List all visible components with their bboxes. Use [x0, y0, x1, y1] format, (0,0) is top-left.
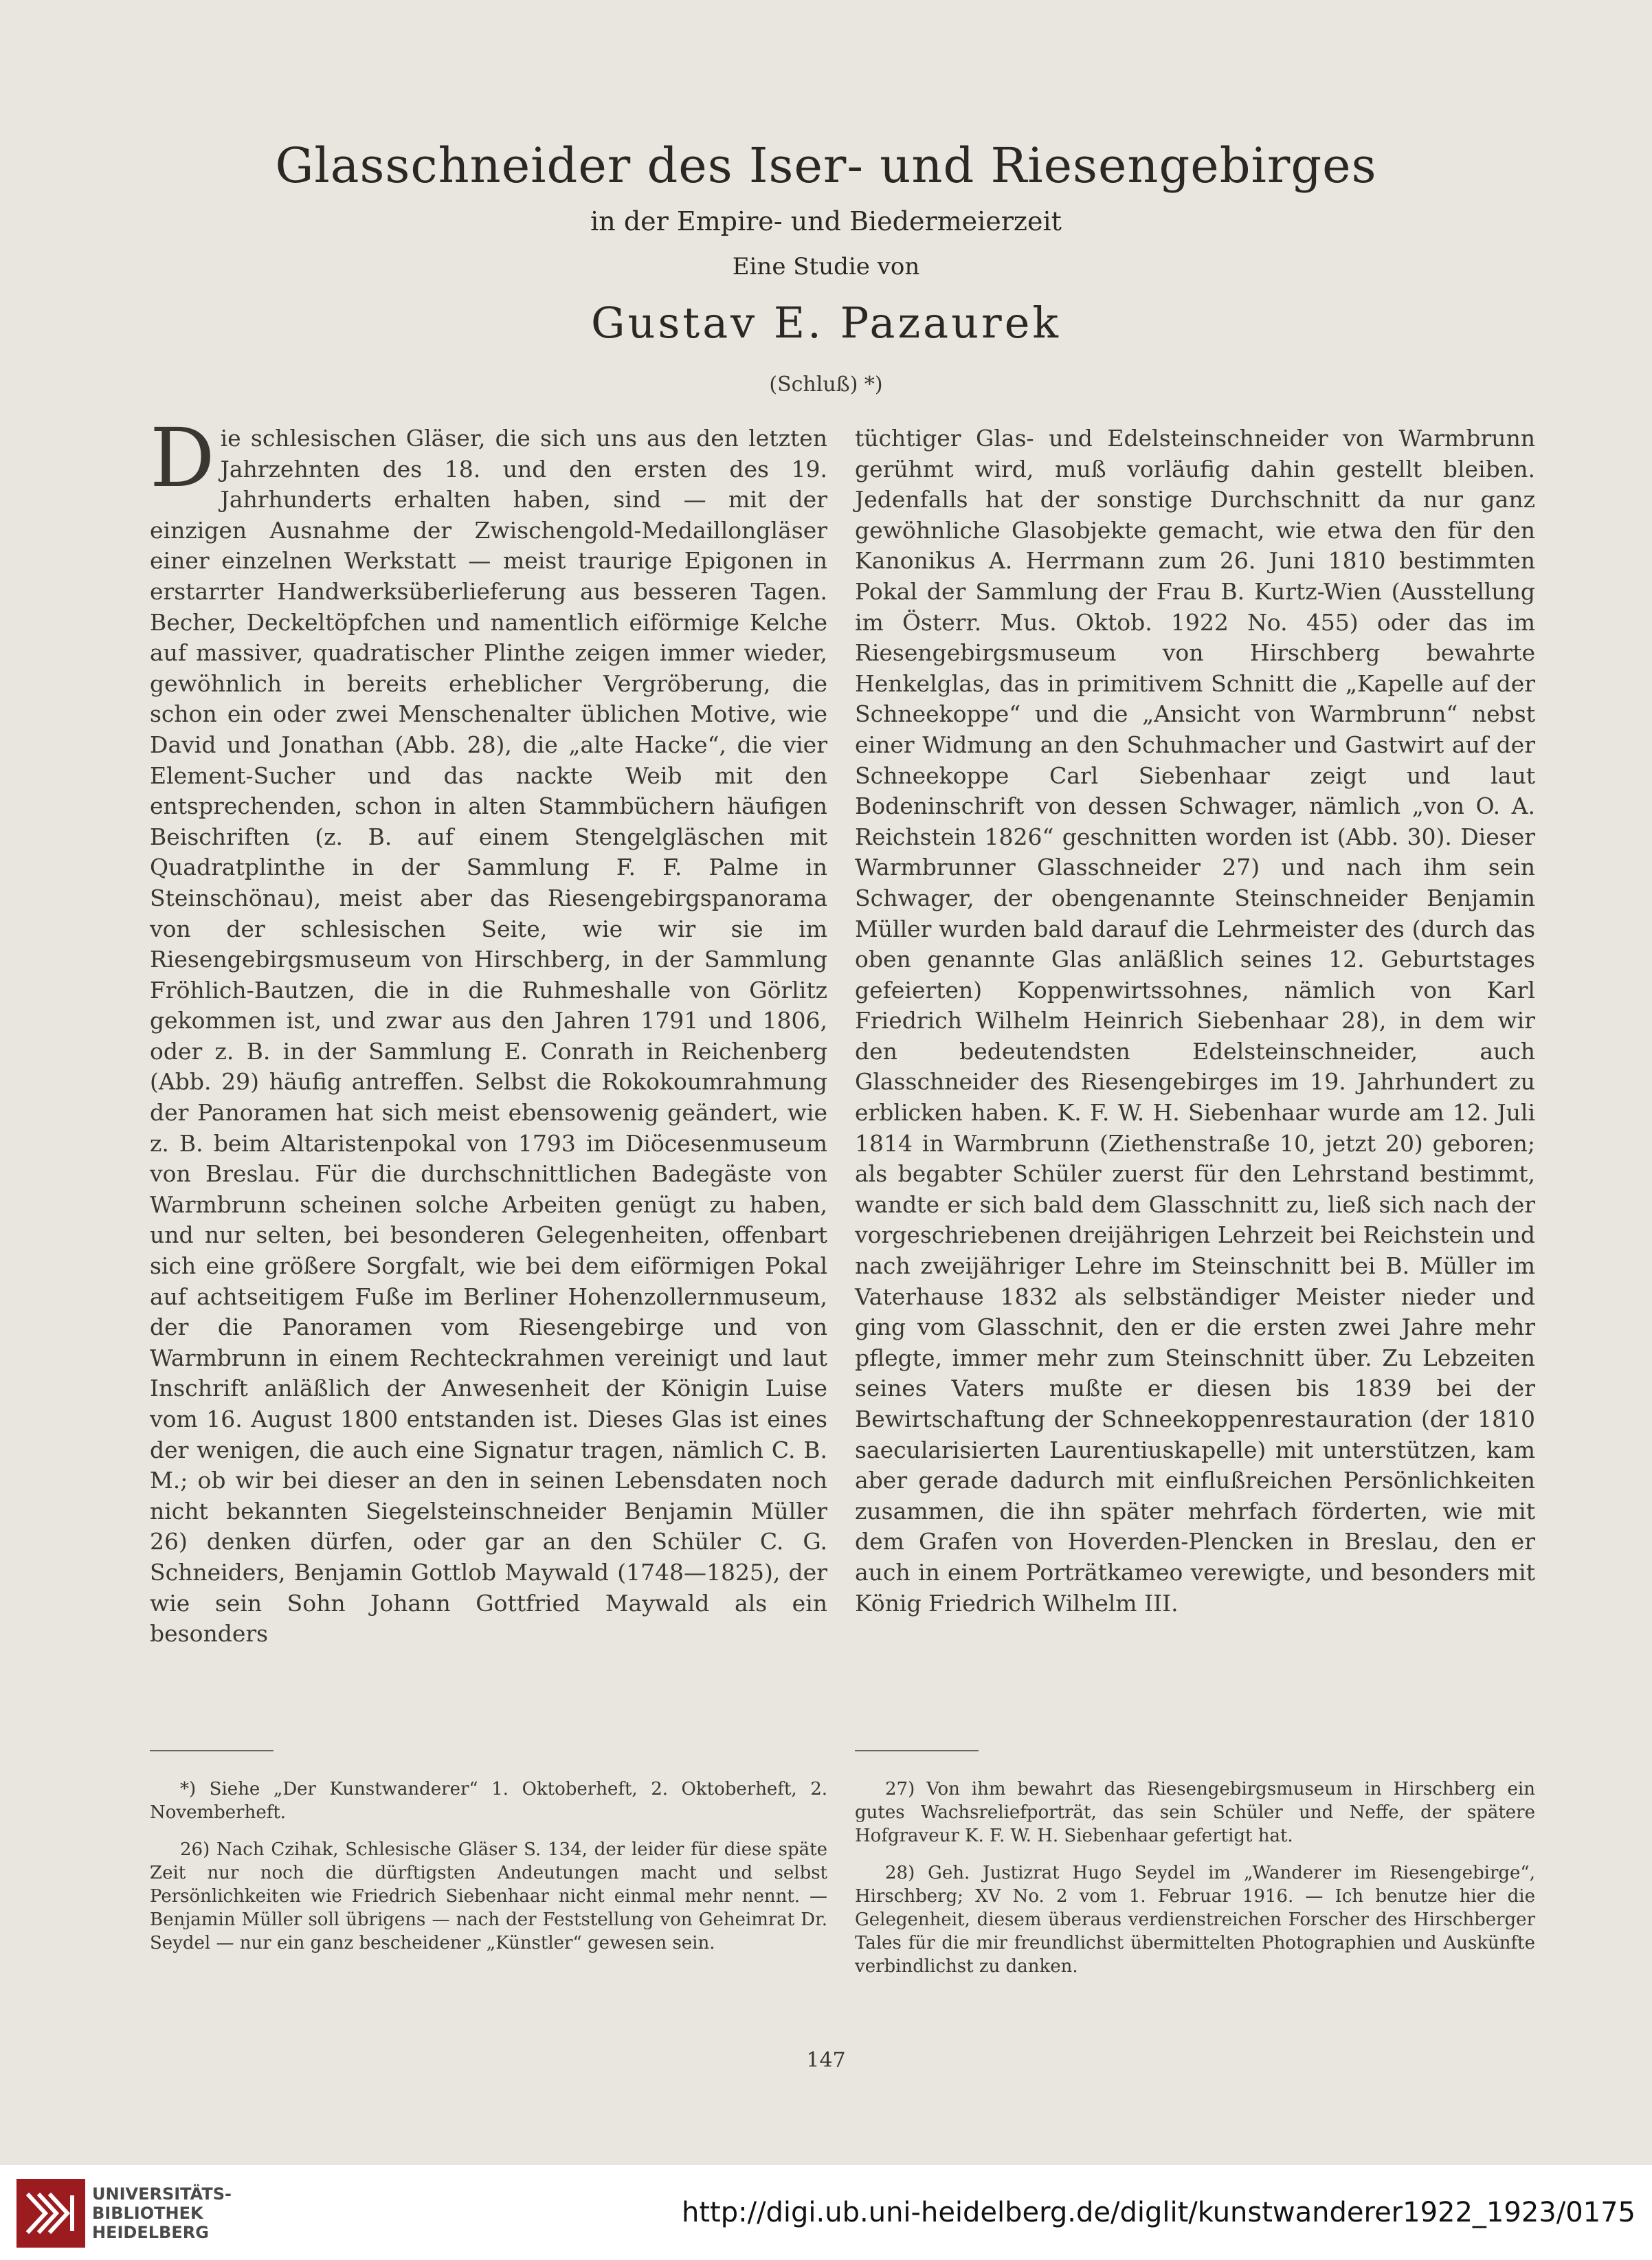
article-title: Glasschneider des Iser- und Riesengebirges [275, 137, 1377, 194]
body-column-left [150, 410, 827, 1650]
library-name [92, 2184, 232, 2242]
library-name-line-3: HEIDELBERG [92, 2223, 209, 2242]
footnote-28: 28) Geh. Justizrat Hugo Seydel im „Wanderer im Riesengebirge“, Hirschberg; XV No. 2 vom 1. Februar 1916. — Ich benutze hier die Gelegenheit, diesem überaus verdienstreichen Forscher des Hirschberger Tales für die mir freundlichst übermittelten Photographien und Auskünfte verbindlichst zu danken. [855, 1863, 1535, 1977]
university-library-logo-icon[interactable] [16, 2179, 85, 2248]
author-name: Gustav E. Pazaurek [591, 298, 1061, 348]
footnote-26: 26) Nach Czihak, Schlesische Gläser S. 134, der leider für diese späte Zeit nur noch die dürftigsten Andeutungen macht und selbst Persönlichkeiten wie Friedrich Siebenhaar nicht einmal mehr nennt. — Benjamin Müller soll übrigens — nach der Feststellung von Geheimrat Dr. Seydel — nur ein ganz bescheidener „Künstler“ gewesen sein. [150, 1839, 827, 1953]
page-number: 147 [806, 2048, 846, 2072]
study-line: Eine Studie von [732, 253, 920, 280]
digitization-footer [0, 2165, 1652, 2260]
footnote-divider-left [150, 1750, 274, 1751]
article-subtitle: in der Empire- und Biedermeierzeit [590, 206, 1062, 236]
body-column-right [855, 423, 1535, 1619]
footnote-27: 27) Von ihm bewahrt das Riesengebirgsmuseum in Hirschberg ein gutes Wachsreliefporträt, das sein Schüler und Neffe, der spätere Hofgraveur K. F. W. H. Siebenhaar gefertigt hat. [855, 1779, 1535, 1846]
footnote-editorial: *) Siehe „Der Kunstwanderer“ 1. Oktoberheft, 2. Oktoberheft, 2. Novemberheft. [150, 1779, 827, 1823]
footnotes-right [855, 1777, 1535, 1992]
continuation-note: (Schluß) *) [769, 373, 883, 397]
body-text-right: tüchtiger Glas- und Edelsteinschneider von Warmbrunn gerühmt wird, muß vorläufig dahin gestellt bleiben. Jedenfalls hat der sonstige Durchschnitt da nur ganz gewöhnliche Glasobjekte gemacht, wie etwa den für den Kanonikus A. Herrmann zum 26. Juni 1810 bestimmten Pokal der Sammlung der Frau B. Kurtz-Wien (Ausstellung im Österr. Mus. Oktob. 1922 No. 455) oder das im Riesengebirgsmuseum von Hirschberg bewahrte Henkelglas, das in primitivem Schnitt die „Kapelle auf der Schneekoppe“ und die „Ansicht von Warmbrunn“ nebst einer Widmung an den Schuhmacher und Gastwirt auf der Schneekoppe Carl Siebenhaar zeigt und laut Bodeninschrift von dessen Schwager, nämlich „von O. A. Reichstein 1826“ geschnitten worden ist (Abb. 30). Dieser Warmbrunner Glasschneider 27) und nach ihm sein Schwager, der obengenannte Steinschneider Benjamin Müller wurden bald darauf die Lehrmeister des (durch das oben genannte Glas anläßlich seines 12. Geburtstages gefeierten) Koppenwirtssohnes, nämlich von Karl Friedrich Wilhelm Heinrich Siebenhaar 28), in dem wir den bedeutendsten Edelsteinschneider, auch Glasschneider des Riesengebirges im 19. Jahrhundert zu erblicken haben. K. F. W. H. Siebenhaar wurde am 12. Juli 1814 in Warmbrunn (Ziethenstraße 10, jetzt 20) geboren; als begabter Schüler zuerst für den Lehrstand bestimmt, wandte er sich bald dem Glasschnitt zu, ließ sich nach der vorgeschriebenen dreijährigen Lehrzeit bei Reichstein und nach zweijähriger Lehre im Steinschnitt bei B. Müller im Vaterhause 1832 als selbständiger Meister nieder und ging vom Glasschnit, den er die ersten zwei Jahre mehr pflegte, immer mehr zum Steinschnitt über. Zu Lebzeiten seines Vaters mußte er diesen bis 1839 bei der Bewirtschaftung der Schneekoppenrestauration (der 1810 saecularisierten Laurentiuskapelle) mit unterstützen, kam aber gerade dadurch mit einflußreichen Persönlichkeiten zusammen, die ihn später mehrfach förderten, wie mit dem Grafen von Hoverden-Plencken in Breslau, den er auch in einem Porträtkameo verewigte, und besonders mit König Friedrich Wilhelm III. [855, 425, 1535, 1617]
body-text-left: ie schlesischen Gläser, die sich uns aus den letzten Jahrzehnten des 18. und den ersten des 19. Jahrhunderts erhalten haben, sind — mit der einzigen Ausnahme der Zwischengold-Medaillongläser einer einzelnen Werkstatt — meist traurige Epigonen in erstarrter Handwerksüberlieferung aus besseren Tagen. Becher, Deckeltöpfchen und namentlich eiförmige Kelche auf massiver, quadratischer Plinthe zeigen immer wieder, gewöhnlich in bereits erheblicher Vergröberung, die schon ein oder zwei Menschenalter üblichen Motive, wie David und Jonathan (Abb. 28), die „alte Hacke“, die vier Element-Sucher und das nackte Weib mit den entsprechenden, schon in alten Stammbüchern häufigen Beischriften (z. B. auf einem Stengelgläschen mit Quadratplinthe in der Sammlung F. F. Palme in Steinschönau), meist aber das Riesengebirgspanorama von der schlesischen Seite, wie wir sie im Riesengebirgsmuseum von Hirschberg, in der Sammlung Fröhlich-Bautzen, die in die Ruhmeshalle von Görlitz gekommen ist, und zwar aus den Jahren 1791 und 1806, oder z. B. in der Sammlung E. Conrath in Reichenberg (Abb. 29) häufig antreffen. Selbst die Rokokoumrahmung der Panoramen hat sich meist ebensowenig geändert, wie z. B. beim Altaristenpokal von 1793 im Diöcesenmuseum von Breslau. Für die durchschnittlichen Badegäste von Warmbrunn scheinen solche Arbeiten genügt zu haben, und nur selten, bei besonderen Gelegenheiten, offenbart sich eine größere Sorgfalt, wie bei dem eiförmigen Pokal auf achtseitigem Fuße im Berliner Hohenzollernmuseum, der die Panoramen vom Riesengebirge und von Warmbrunn in einem Rechteckrahmen vereinigt und laut Inschrift anläßlich der Anwesenheit der Königin Luise vom 16. August 1800 entstanden ist. Dieses Glas ist eines der wenigen, die auch eine Signatur tragen, nämlich C. B. M.; ob wir bei dieser an den in seinen Lebensdaten noch nicht bekannten Siegelsteinschneider Benjamin Müller 26) denken dürfen, oder gar an den Schüler C. G. Schneiders, Benjamin Gottlob Maywald (1748—1825), der wie sein Sohn Johann Gottfried Maywald als ein besonders [150, 425, 827, 1648]
footnotes-left [150, 1777, 827, 1969]
library-name-line-2: BIBLIOTHEK [92, 2204, 203, 2223]
drop-cap: D [150, 410, 215, 505]
footnote-divider-right [855, 1750, 979, 1751]
source-url-link[interactable]: http://digi.ub.uni-heidelberg.de/diglit/kunstwanderer1922_1923/0175 [682, 2197, 1636, 2228]
library-name-line-1: UNIVERSITÄTS- [92, 2184, 232, 2204]
